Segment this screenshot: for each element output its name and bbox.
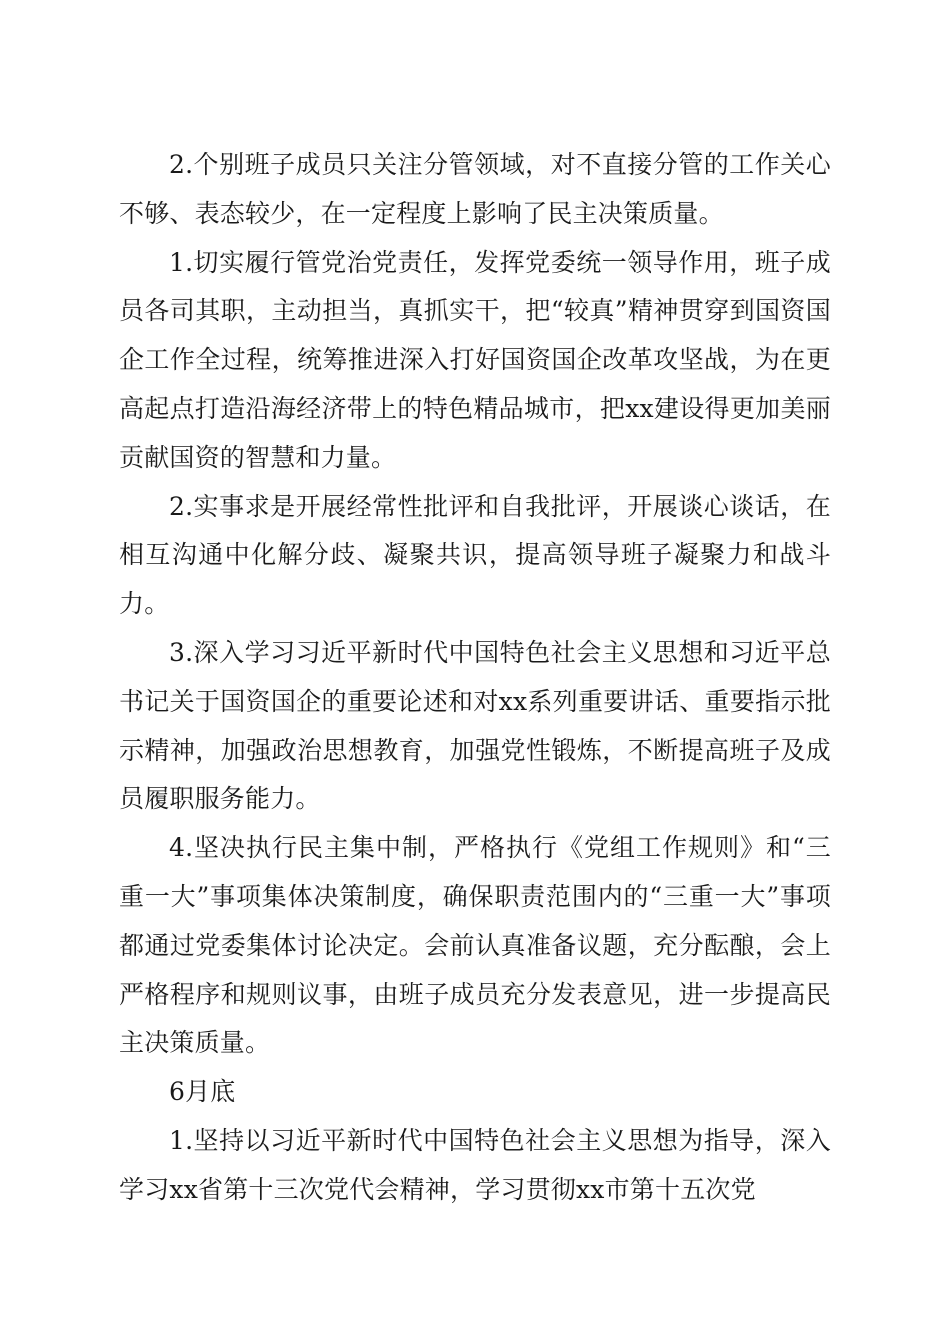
paragraph-4: 3.深入学习习近平新时代中国特色社会主义思想和习近平总书记关于国资国企的重要论述和对xx系列重要讲话、重要指示批示精神，加强政治思想教育，加强党性锻炼，不断提高班子及成员履职服务能力。 [119, 637, 831, 814]
paragraph-5: 4.坚决执行民主集中制，严格执行《党组工作规则》和“三重一大”事项集体决策制度，确保职责范围内的“三重一大”事项都通过党委集体讨论决定。会前认真准备议题，充分酝酿，会上严格程序和规则议事，由班子成员充分发表意见，进一步提高民主决策质量。 [119, 833, 831, 1058]
paragraph-1: 2.个别班子成员只关注分管领域，对不直接分管的工作关心不够、表态较少，在一定程度上影响了民主决策质量。 [119, 150, 831, 228]
paragraph-2: 1.切实履行管党治党责任，发挥党委统一领导作用，班子成员各司其职，主动担当，真抓实干，把“较真”精神贯穿到国资国企工作全过程，统筹推进深入打好国资国企改革攻坚战，为在更高起点打造沿海经济带上的特色精品城市，把xx建设得更加美丽贡献国资的智慧和力量。 [119, 247, 831, 472]
paragraph-6: 6月底 [169, 1077, 236, 1107]
document-body [119, 141, 831, 1215]
paragraph-3: 2.实事求是开展经常性批评和自我批评，开展谈心谈话，在相互沟通中化解分歧、凝聚共识，提高领导班子凝聚力和战斗力。 [119, 491, 831, 619]
paragraph-7: 1.坚持以习近平新时代中国特色社会主义思想为指导，深入学习xx省第十三次党代会精神，学习贯彻xx市第十五次党 [119, 1125, 831, 1204]
